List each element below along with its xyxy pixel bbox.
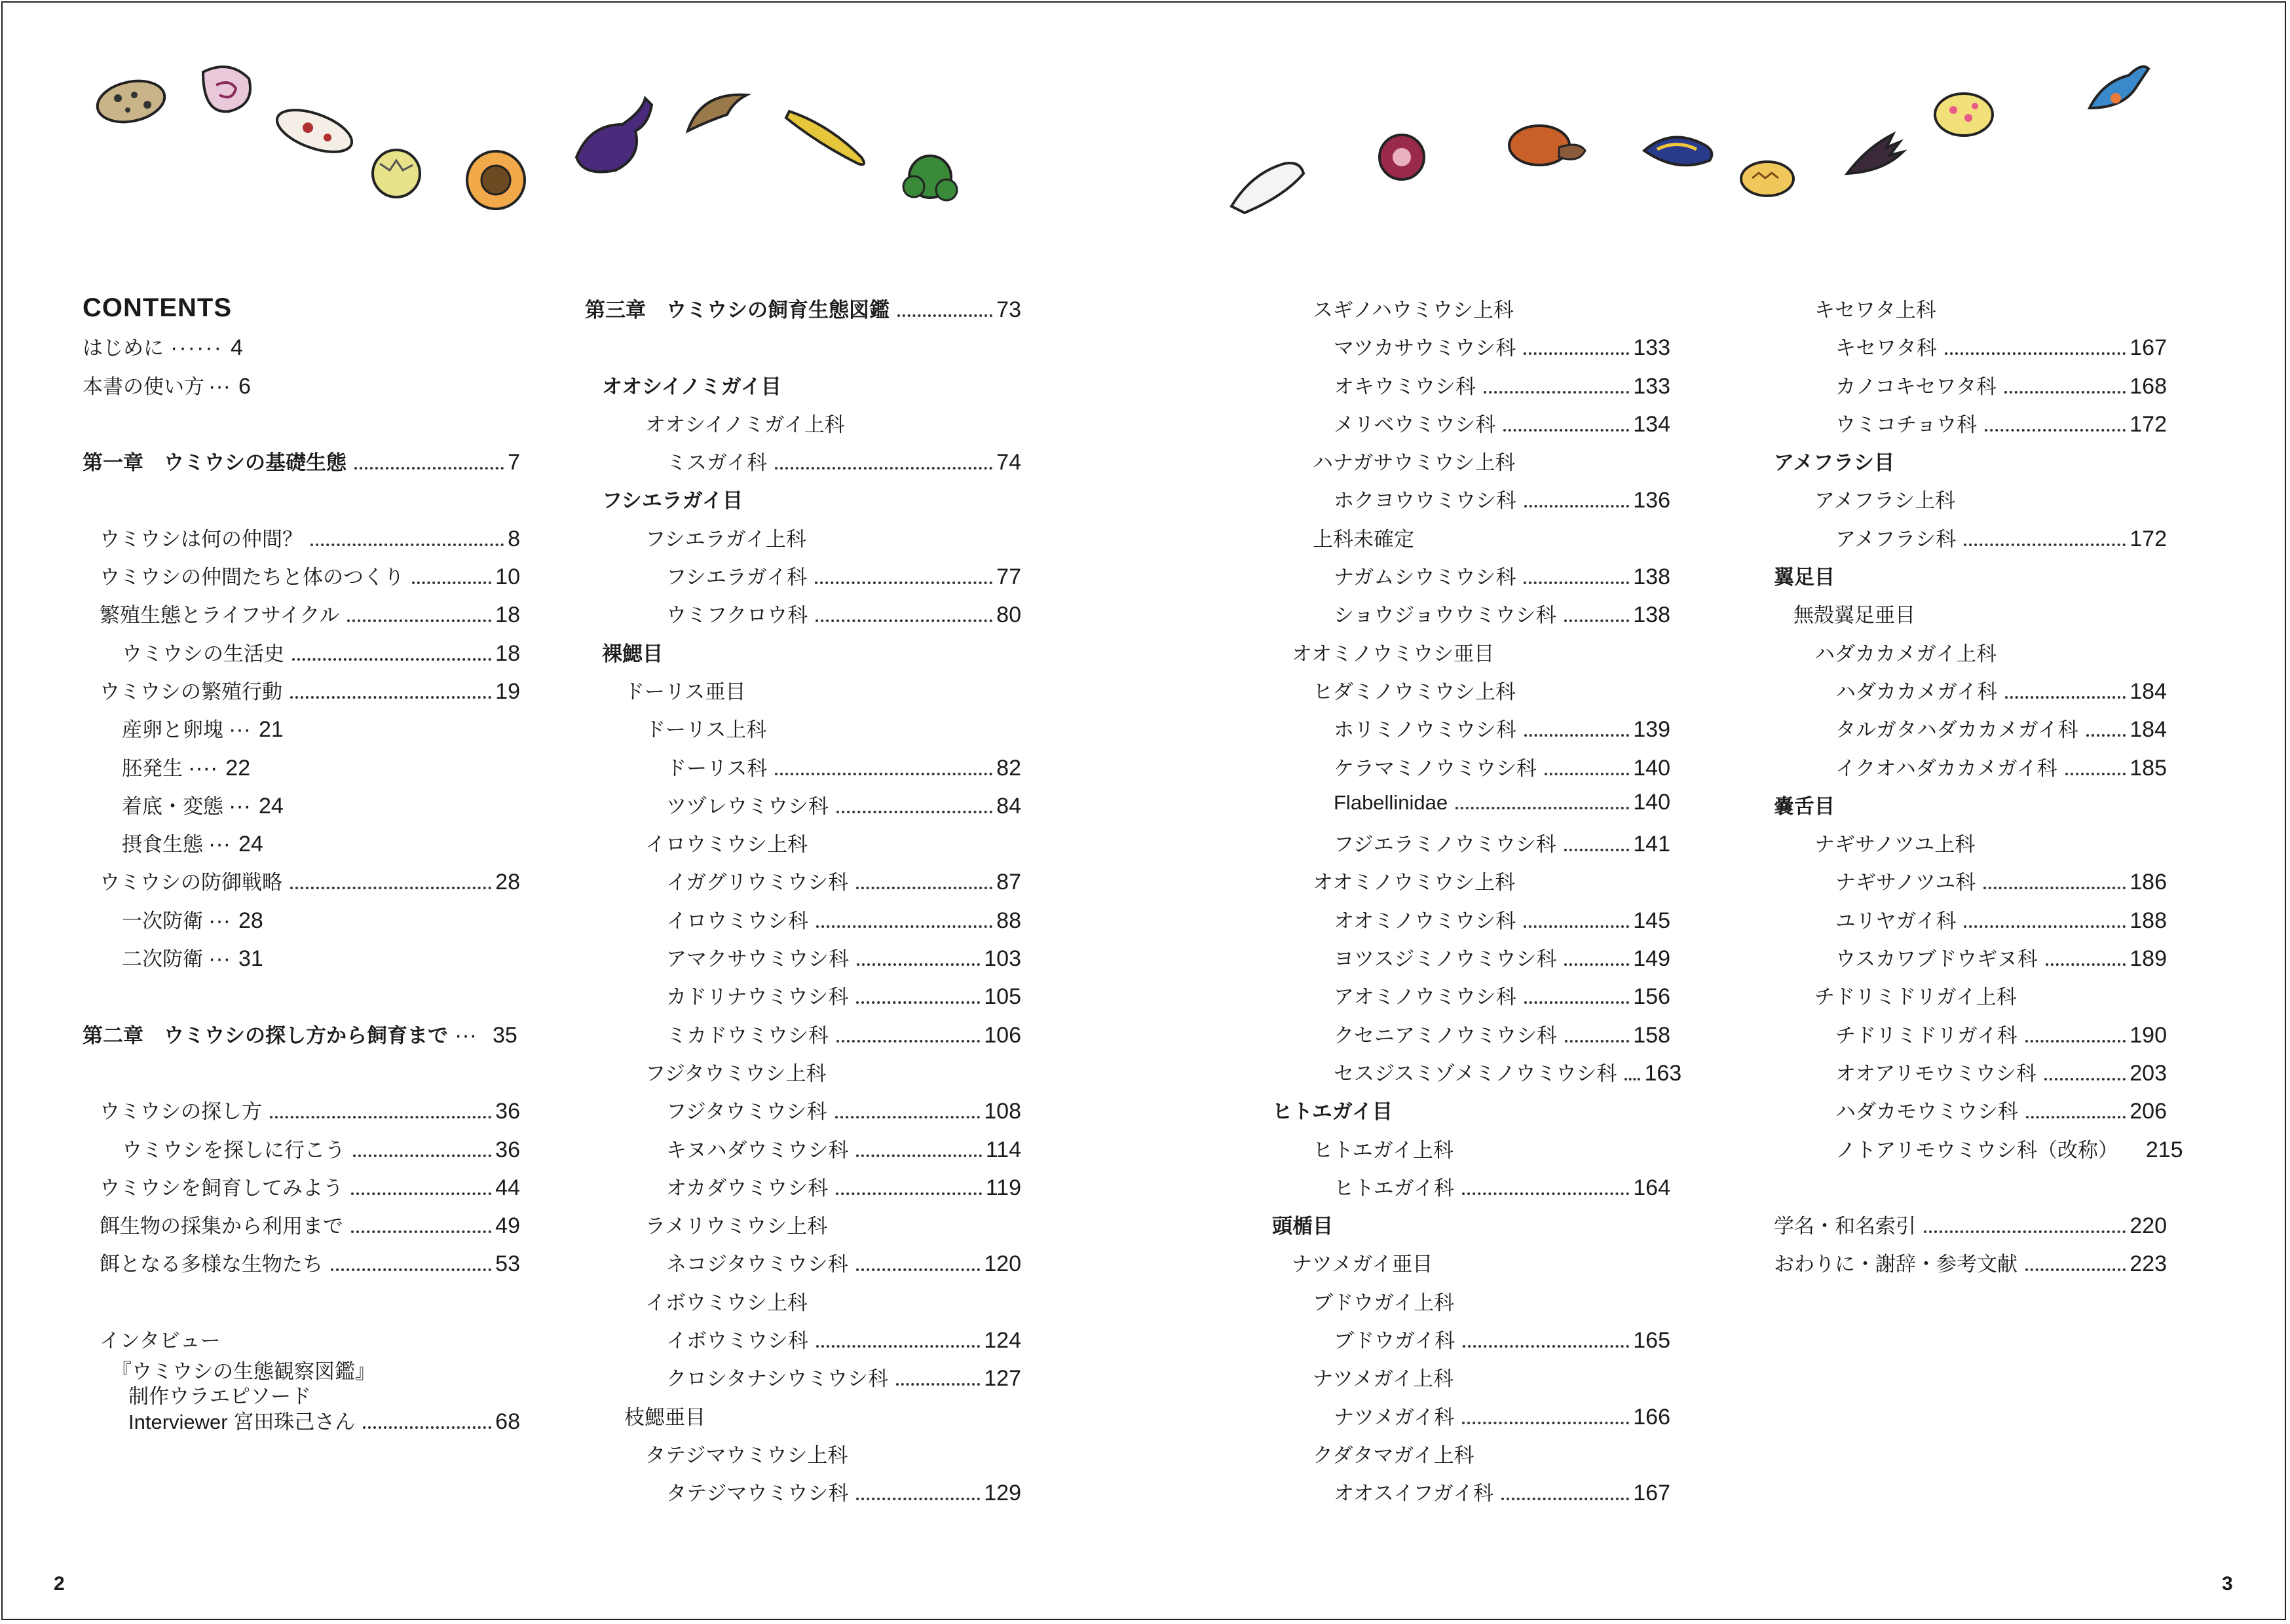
slug-brown-leaf-icon	[688, 95, 747, 131]
toc-entry: インタビュー	[100, 1329, 221, 1354]
toc-superfamily[interactable]: ブドウガイ上科	[1313, 1291, 1455, 1315]
toc-superfamily[interactable]: チドリミドリガイ上科	[1814, 986, 2017, 1010]
toc-entry[interactable]: アメフラシ科 172	[1835, 526, 2167, 551]
toc-entry[interactable]: ウミコチョウ科 172	[1835, 411, 2167, 437]
toc-entry[interactable]: カドリナウミウシ科 105	[666, 984, 1021, 1010]
slug-yellow-long-icon	[786, 111, 864, 164]
slug-white-spiky-icon	[1231, 163, 1304, 213]
toc-entry[interactable]: 産卵と卵塊 ··· 21	[122, 717, 284, 743]
toc-chapter[interactable]: 第三章 ウミウシの飼育生態図鑑 73	[585, 297, 1021, 322]
toc-entry[interactable]: ウミフクロウ科 80	[666, 602, 1021, 628]
toc-entry[interactable]: ハダカカメガイ科 184	[1835, 678, 2167, 704]
toc-superfamily[interactable]: フシエラガイ上科	[645, 527, 806, 551]
toc-entry[interactable]: ミスガイ科 74	[666, 450, 1021, 475]
toc-entry[interactable]: ウミウシの探し方 36	[100, 1099, 520, 1124]
toc-order[interactable]: フシエラガイ目	[602, 489, 743, 513]
toc-superfamily[interactable]: イボウミウシ上科	[645, 1291, 808, 1315]
toc-entry[interactable]: オカダウミウシ科 119	[666, 1175, 1021, 1200]
slug-yellow-oval-icon	[1741, 162, 1793, 196]
toc-superfamily[interactable]: ナギサノツユ上科	[1814, 833, 1976, 857]
toc-entry[interactable]: 学名・和名索引 220	[1774, 1213, 2167, 1239]
toc-entry[interactable]: ユリヤガイ科 188	[1835, 908, 2167, 933]
slug-brown-spotted-icon	[94, 75, 168, 128]
slug-blue-angel-icon	[2090, 67, 2149, 108]
toc-entry[interactable]: ドーリス科 82	[666, 755, 1021, 781]
toc-superfamily[interactable]: オオシイノミガイ上科	[645, 413, 845, 437]
toc-entry[interactable]: フシエラガイ科 77	[666, 564, 1021, 590]
toc-superfamily[interactable]: ハダカカメガイ上科	[1814, 642, 1997, 666]
toc-entry[interactable]: Flabellinidae 140	[1334, 789, 1670, 815]
slug-orange-brown-icon	[1509, 126, 1585, 165]
toc-entry[interactable]: マツカサウミウシ科 133	[1334, 335, 1670, 361]
toc-entry[interactable]: クロシタナシウミウシ科 127	[666, 1366, 1021, 1392]
toc-order[interactable]: 嚢舌目	[1774, 794, 1835, 819]
contents-heading: CONTENTS	[83, 293, 232, 322]
toc-entry[interactable]: おわりに・謝辞・参考文献 223	[1774, 1251, 2167, 1277]
toc-suborder[interactable]: ナツメガイ亜目	[1292, 1253, 1433, 1277]
toc-entry[interactable]: ナツメガイ科 166	[1334, 1404, 1670, 1430]
spacer	[83, 484, 520, 522]
toc-entry[interactable]: ケラマミノウミウシ科 140	[1334, 755, 1670, 781]
toc-entry[interactable]: イボウミウシ科 124	[666, 1328, 1021, 1354]
toc-superfamily[interactable]: ドーリス上科	[645, 718, 767, 743]
slug-white-red-icon	[272, 101, 358, 160]
interview-entry[interactable]: 『ウミウシの生態観察図鑑』 制作ウラエピソード Interviewer 宮田珠己さん 68	[111, 1360, 520, 1435]
spacer	[83, 980, 520, 1018]
toc-superfamily[interactable]: イロウミウシ上科	[645, 833, 808, 857]
toc-entry[interactable]: ヒトエガイ科 164	[1334, 1175, 1670, 1200]
spacer	[585, 331, 1021, 369]
toc-entry[interactable]: 二次防衛 ··· 31	[122, 946, 263, 972]
toc-entry[interactable]: 着底・変態 ··· 24	[122, 793, 284, 819]
toc-entry[interactable]: 一次防衛 ··· 28	[122, 908, 263, 933]
toc-superfamily[interactable]: キセワタ上科	[1814, 299, 1936, 322]
toc-entry[interactable]: キセワタ科 167	[1835, 335, 2167, 361]
toc-entry[interactable]: オキウミウシ科 133	[1334, 373, 1670, 399]
toc-superfamily[interactable]: オオミノウミウシ上科	[1313, 871, 1516, 895]
toc-chapter[interactable]: 第二章 ウミウシの探し方から飼育まで ··· 35	[83, 1022, 517, 1048]
slug-yellow-frilly-icon	[373, 150, 420, 197]
spacer	[83, 408, 520, 446]
toc-entry[interactable]: イクオハダカカメガイ科 185	[1835, 755, 2167, 781]
toc-entry[interactable]: カノコキセワタ科 168	[1835, 373, 2167, 399]
toc-entry[interactable]: クセニアミノウミウシ科 158	[1334, 1022, 1670, 1048]
toc-entry[interactable]: ヨツスジミノウミウシ科 149	[1334, 946, 1670, 972]
toc-entry[interactable]: タルガタハダカカメガイ科 184	[1835, 717, 2167, 743]
toc-order[interactable]: ヒトエガイ目	[1272, 1100, 1393, 1124]
toc-entry[interactable]: タテジマウミウシ科 129	[666, 1481, 1021, 1506]
toc-superfamily[interactable]: ハナガサウミウシ上科	[1313, 451, 1516, 475]
slug-pink-swirl-icon	[203, 67, 250, 111]
toc-entry[interactable]: ウミウシの繁殖行動 19	[100, 678, 520, 704]
toc-entry[interactable]: ナガムシウミウシ科 138	[1334, 564, 1670, 590]
toc-entry[interactable]: フジエラミノウミウシ科 141	[1334, 832, 1670, 857]
toc-entry[interactable]: ネコジタウミウシ科 120	[666, 1251, 1021, 1277]
toc-entry[interactable]: 餌生物の採集から利用まで 49	[100, 1213, 520, 1239]
toc-entry[interactable]: イガグリウミウシ科 87	[666, 870, 1021, 895]
toc-superfamily[interactable]: ヒトエガイ上科	[1313, 1138, 1454, 1162]
toc-entry[interactable]: イロウミウシ科 88	[666, 908, 1021, 933]
toc-superfamily[interactable]: クダタマガイ上科	[1313, 1443, 1474, 1467]
toc-entry[interactable]: ツヅレウミウシ科 84	[666, 793, 1021, 819]
toc-superfamily[interactable]: タテジマウミウシ上科	[645, 1443, 848, 1467]
toc-entry[interactable]: オオアリモウミウシ科 203	[1835, 1060, 2167, 1086]
toc-column-2	[585, 293, 1021, 1515]
toc-column-1	[83, 293, 520, 1437]
toc-superfamily[interactable]: フジタウミウシ上科	[645, 1061, 827, 1086]
toc-entry[interactable]: ナギサノツユ科 186	[1835, 870, 2167, 895]
toc-entry[interactable]: ウミウシは何の仲間？ 8	[100, 526, 520, 551]
toc-superfamily[interactable]: アメフラシ上科	[1814, 489, 1956, 513]
toc-entry[interactable]: ホリミノウミウシ科 139	[1334, 717, 1670, 743]
toc-entry[interactable]: ウミウシを飼育してみよう 44	[100, 1175, 520, 1200]
page-number-left: 2	[54, 1573, 65, 1595]
toc-entry[interactable]: ウミウシの生活史 18	[122, 640, 520, 666]
toc-suborder[interactable]: 無殻翼足亜目	[1793, 604, 1915, 628]
toc-superfamily[interactable]: ナツメガイ上科	[1313, 1367, 1454, 1392]
spacer	[83, 1057, 520, 1095]
toc-suborder[interactable]: 枝鰓亜目	[624, 1405, 705, 1430]
toc-entry[interactable]: 本書の使い方 ··· 6	[83, 373, 251, 399]
slug-blue-yellow-icon	[1644, 138, 1712, 166]
toc-entry[interactable]: チドリミドリガイ科 190	[1835, 1022, 2167, 1048]
slug-green-icon	[903, 156, 957, 200]
toc-entry[interactable]: ミカドウミウシ科 106	[666, 1022, 1021, 1048]
page-number-right: 3	[2222, 1573, 2233, 1595]
toc-entry[interactable]: アマクサウミウシ科 103	[666, 946, 1021, 972]
sea-slug-illustrations	[0, 0, 2290, 249]
toc-entry[interactable]: ブドウガイ科 165	[1334, 1328, 1670, 1354]
slug-dark-feathery-icon	[1847, 134, 1903, 174]
slug-orange-ring-icon	[467, 151, 525, 209]
toc-order[interactable]: 裸鰓目	[602, 642, 663, 666]
slug-yellow-dotted-icon	[1935, 94, 1993, 136]
toc-entry[interactable]: メリベウミウシ科 134	[1334, 411, 1670, 437]
toc-entry[interactable]: ハダカモウミウシ科 206	[1835, 1099, 2167, 1124]
toc-entry[interactable]: 餌となる多様な生物たち 53	[100, 1251, 520, 1277]
toc-column-4	[1774, 293, 2183, 1286]
slug-purple-icon	[576, 98, 652, 172]
toc-entry[interactable]: ウミウシを探しに行こう 36	[122, 1137, 520, 1162]
toc-order[interactable]: 頭楯目	[1272, 1215, 1333, 1239]
toc-superfamily[interactable]: ヒダミノウミウシ上科	[1313, 680, 1516, 704]
toc-entry[interactable]: アオミノウミウシ科 156	[1334, 984, 1670, 1010]
toc-entry[interactable]: オオミノウミウシ科 145	[1334, 908, 1670, 933]
toc-entry[interactable]: 摂食生態 ··· 24	[122, 832, 263, 857]
toc-entry[interactable]: キヌハダウミウシ科 114	[666, 1137, 1021, 1162]
toc-column-3	[1272, 293, 1682, 1515]
toc-entry[interactable]: はじめに ······ 4	[83, 335, 243, 361]
toc-entry[interactable]: ウスカワブドウギヌ科 189	[1835, 946, 2167, 972]
toc-superfamily[interactable]: スギノハウミウシ上科	[1313, 299, 1514, 322]
toc-entry[interactable]: ホクヨウウミウシ科 136	[1334, 488, 1670, 513]
spacer	[83, 1286, 520, 1324]
toc-order[interactable]: 翼足目	[1774, 566, 1835, 590]
toc-suborder[interactable]: オオミノウミウシ亜目	[1292, 642, 1495, 666]
toc-chapter[interactable]: 第一章 ウミウシの基礎生態 7	[83, 450, 520, 475]
toc-order[interactable]: アメフラシ目	[1774, 451, 1895, 475]
toc-suborder[interactable]: ドーリス亜目	[624, 680, 746, 704]
toc-superfamily[interactable]: ラメリウミウシ上科	[645, 1215, 828, 1239]
spacer	[1774, 1172, 2167, 1209]
toc-entry[interactable]: ショウジョウウミウシ科 138	[1334, 602, 1670, 628]
toc-entry[interactable]: ノトアリモウミウシ科（改称） 215	[1835, 1137, 2183, 1162]
slug-red-round-icon	[1380, 135, 1424, 179]
toc-entry[interactable]: フジタウミウシ科 108	[666, 1099, 1021, 1124]
toc-entry[interactable]: 胚発生 ···· 22	[122, 755, 251, 781]
toc-entry[interactable]: 繁殖生態とライフサイクル 18	[100, 602, 520, 628]
toc-order[interactable]: オオシイノミガイ目	[602, 375, 781, 399]
toc-entry[interactable]: セスジスミゾメミノウミウシ科 163	[1334, 1060, 1682, 1086]
toc-entry[interactable]: ウミウシの防御戦略 28	[100, 870, 520, 895]
toc-superfamily[interactable]: 上科未確定	[1313, 527, 1414, 551]
toc-entry[interactable]: ウミウシの仲間たちと体のつくり 10	[100, 564, 520, 590]
toc-entry[interactable]: オオスイフガイ科 167	[1334, 1481, 1670, 1506]
